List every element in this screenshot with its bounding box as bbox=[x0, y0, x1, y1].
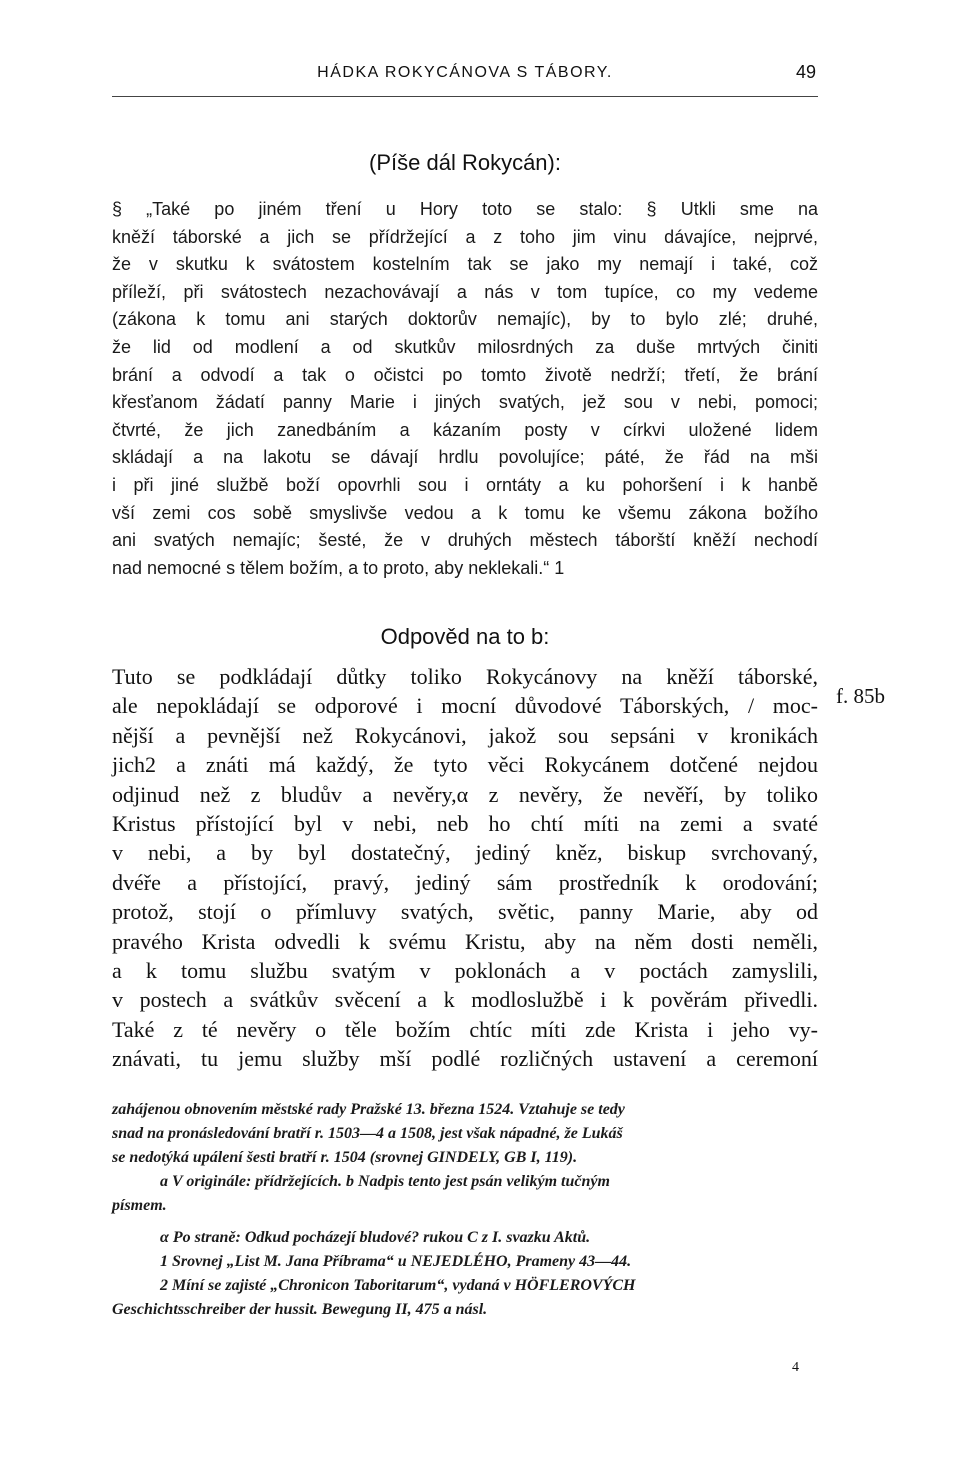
text-line: § „Také po jiném tření u Hory toto se stalo: § Utkli sme na bbox=[112, 199, 818, 219]
text-line: pravého Krista odvedli k svému Kristu, aby na něm dosti neměli, bbox=[112, 928, 818, 954]
text-line: že v skutku k svátostem kostelním tak se jako my nemají i také, což bbox=[112, 254, 818, 275]
text-line: v postech a svátkův svěcení a k modloslužbě i k pověrám přivedli. bbox=[112, 987, 818, 1013]
text-line: čtvrté, že jich zanedbáním a kázaním posty v církvi uložené lidem bbox=[112, 419, 818, 440]
footnotes bbox=[112, 1098, 818, 1322]
text-line: nad nemocné s tělem božím, a to proto, aby neklekali.“ 1 bbox=[112, 557, 565, 578]
text-line: brání a odvodí a tak o očistci po tomto životě nedrží; třetí, že brání bbox=[112, 364, 818, 385]
text-line: nější a pevnější než Rokycánovi, jakož sou sepsáni v kronikách bbox=[112, 722, 818, 748]
footnote-line: a V originále: přídržejících. b Nadpis tento jest psán velikým tučným bbox=[160, 1173, 610, 1190]
section-heading-pise: (Píše dál Rokycán): bbox=[369, 150, 561, 175]
text-line: Také z té nevěry o těle božím chtíc míti zde Krista i jeho vy- bbox=[112, 1016, 818, 1042]
margin-folio-note: f. 85b bbox=[836, 684, 885, 708]
text-line: Kristus přístojící byl v nebi, neb ho chtí míti na zemi a svaté bbox=[112, 810, 818, 836]
page-number: 49 bbox=[795, 62, 816, 82]
footnote-line: 1 Srovnej „List M. Jana Příbrama“ u NEJEDLÉHO, Prameny 43—44. bbox=[160, 1253, 632, 1270]
text-line: znávati, tu jemu služby mší podlé rozličných ustavení a ceremoní bbox=[112, 1046, 818, 1072]
quoted-text-block bbox=[112, 196, 818, 582]
text-line: protož, stojí o přímluvy svatých, světic, panny Marie, aby od bbox=[112, 899, 818, 925]
page-header bbox=[112, 62, 818, 92]
text-line: ani svatých nemajíc; šesté, že v druhých městech táborští kněží nechodí bbox=[112, 530, 818, 551]
text-line: křesťanom žádatí panny Marie i jiných svatých, jež sou v nebi, pomoci; bbox=[112, 392, 818, 413]
text-line: Tuto se podkládají důtky toliko Rokycánovy na kněží táborské, bbox=[112, 664, 818, 689]
text-line: kněží táborské a jich se přídržející a z toho jim vinu dávajíce, nejprvé, bbox=[112, 226, 818, 247]
text-line: vší zemi cos sobě smyslivše vedou a k tomu ke všemu zákona božího bbox=[112, 502, 818, 523]
footnote-line: Geschichtsschreiber der hussit. Bewegung II, 475 a násl. bbox=[112, 1301, 488, 1318]
text-line: i při jiné službě boží opovrhli sou i orntáty a ku pohoršení i k hanbě bbox=[112, 474, 818, 495]
answer-text-block bbox=[112, 662, 818, 1073]
text-line: odjinud než z bludův a nevěry,α z nevěry, že nevěří, by toliko bbox=[112, 781, 818, 807]
text-line: dvéře a přístojící, pravý, jediný sám prostředník k orodování; bbox=[112, 869, 818, 895]
header-rule bbox=[112, 96, 818, 97]
text-line: příleží, při svátostech nezachovávají a nás v tom tupíce, co my vedeme bbox=[112, 281, 818, 302]
footnote-line: se nedotýká upálení šesti bratří r. 1504 (srovnej GINDELY, GB I, 119). bbox=[112, 1149, 578, 1166]
text-line: že lid od modlení a od skutkův milosrdných za duše mrtvých činiti bbox=[112, 336, 818, 357]
text-line: a k tomu službu svatým v poklonách a v poctách zamyslili, bbox=[112, 957, 818, 983]
footnote-line: α Po straně: Odkud pocházejí bludové? rukou C z I. svazku Aktů. bbox=[160, 1229, 591, 1246]
text-line: (zákona k tomu ani starých doktorův nemajíc), by to bylo zlé; druhé, bbox=[112, 309, 818, 330]
footnote-line: snad na pronásledování bratří r. 1503—4 a 1508, jest však nápadné, že Lukáš bbox=[112, 1125, 623, 1142]
footnote-line: písmem. bbox=[112, 1197, 167, 1214]
section-heading-odpoved: Odpověd na to b: bbox=[380, 624, 550, 649]
text-line: skládají a na lakotu se dávají hrdlu povolujíce; páté, že řád na mši bbox=[112, 447, 818, 468]
text-line: v nebi, a by byl dostatečný, jediný kněz, biskup svrchovaný, bbox=[112, 840, 818, 866]
signature-mark: 4 bbox=[792, 1360, 799, 1375]
footnote-line: 2 Míní se zajisté „Chronicon Taboritarum“, vydaná v HÖFLEROVÝCH bbox=[160, 1277, 636, 1294]
text-line: jich2 a znáti má každý, že tyto věci Rokycánem dotčené nejdou bbox=[112, 752, 818, 778]
footnote-line: zahájenou obnovením městské rady Pražské 13. března 1524. Vztahuje se tedy bbox=[112, 1101, 625, 1118]
text-line: ale nepokládají se odporové i mocní důvodové Táborských, / moc- bbox=[112, 693, 818, 719]
running-head: HÁDKA ROKYCÁNOVA S TÁBORY. bbox=[317, 64, 613, 81]
